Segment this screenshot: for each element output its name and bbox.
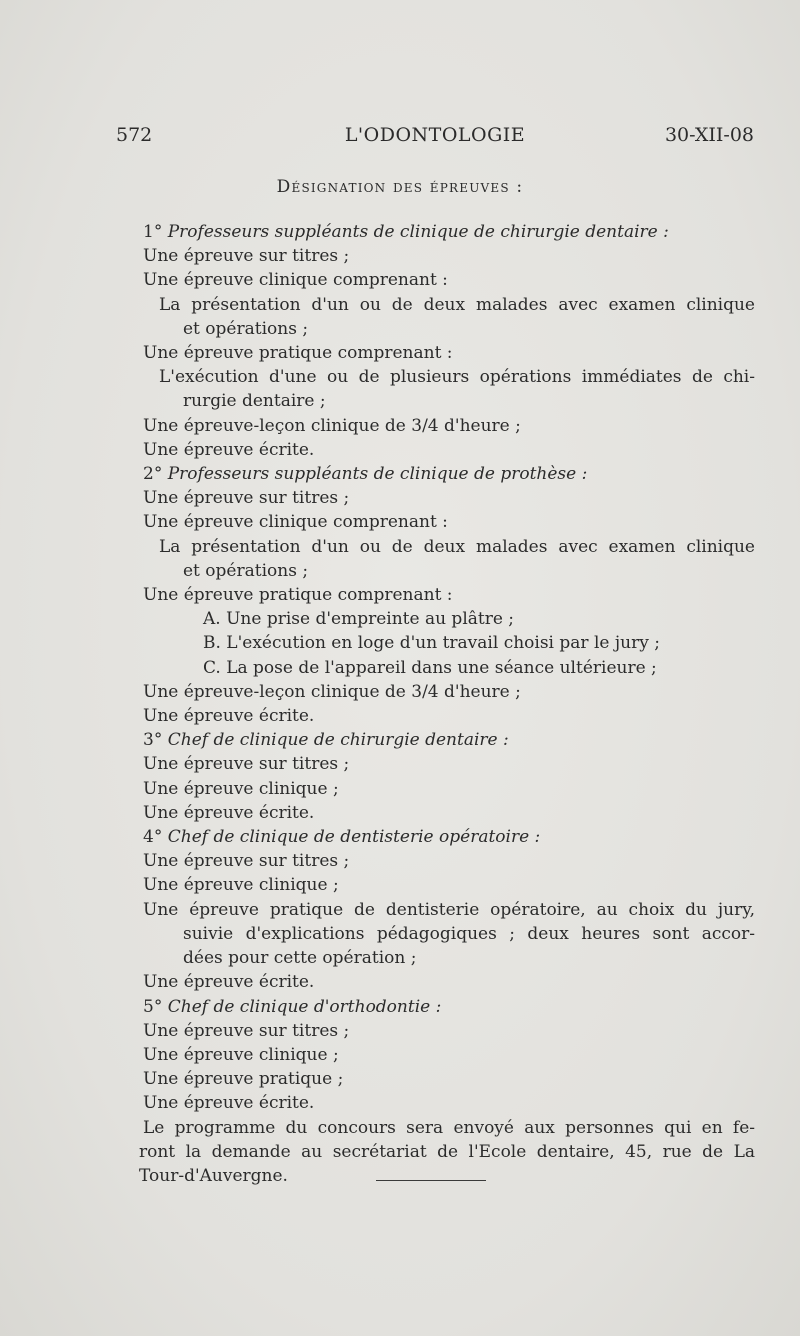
text-line: Une épreuve écrite. xyxy=(143,439,315,460)
text-line: C. La pose de l'appareil dans une séance ultérieure ; xyxy=(203,657,657,678)
text-line: Une épreuve écrite. xyxy=(143,972,315,993)
text-line: Une épreuve écrite. xyxy=(143,706,315,727)
article-body xyxy=(139,220,755,1188)
section-heading xyxy=(143,220,755,244)
text-line: B. L'exécution en loge d'un travail choisi par le jury ; xyxy=(203,633,660,654)
text-line: Une épreuve sur titres ; xyxy=(143,246,350,267)
section-heading xyxy=(143,825,755,849)
text-line: et opérations ; xyxy=(183,560,309,581)
text-line: Une épreuve sur titres ; xyxy=(143,1020,350,1041)
text-line: Une épreuve pratique comprenant : xyxy=(143,585,453,606)
running-header xyxy=(116,124,754,154)
text-line: Une épreuve sur titres ; xyxy=(143,488,350,509)
section-heading xyxy=(143,462,755,486)
text-line: Une épreuve clinique comprenant : xyxy=(143,270,448,291)
issue-date: 30-XII-08 xyxy=(664,124,754,146)
text-line: A. Une prise d'empreinte au plâtre ; xyxy=(203,609,515,630)
heading-number: 1° xyxy=(143,222,163,242)
text-line: ront la demande au secrétariat de l'Ecole dentaire, 45, rue de La xyxy=(139,1141,755,1162)
text-line: Une épreuve écrite. xyxy=(143,802,315,823)
text-line: Une épreuve clinique ; xyxy=(143,875,339,896)
text-line: Une épreuve sur titres ; xyxy=(143,851,350,872)
heading-number: 5° xyxy=(143,996,163,1017)
text-line: Une épreuve pratique comprenant : xyxy=(143,343,453,364)
heading-text: Chef de clinique d'orthodontie : xyxy=(167,996,442,1017)
text-line: Tour-d'Auvergne. xyxy=(139,1165,288,1186)
section-heading xyxy=(143,728,755,752)
text-line: suivie d'explications pédagogiques ; deux heures sont accor- xyxy=(183,923,755,944)
section-title: Désignation des épreuves : xyxy=(276,177,524,197)
heading-number: 3° xyxy=(143,730,163,751)
text-line: Une épreuve-leçon clinique de 3/4 d'heure ; xyxy=(143,415,521,436)
section-heading xyxy=(143,995,755,1019)
text-line: dées pour cette opération ; xyxy=(183,948,417,969)
journal-title: L'ODONTOLOGIE xyxy=(344,124,526,146)
text-line: L'exécution d'une ou de plusieurs opérations immédiates de chi- xyxy=(159,367,755,388)
page-number: 572 xyxy=(116,124,153,146)
text-line: Une épreuve clinique comprenant : xyxy=(143,512,448,533)
heading-number: 2° xyxy=(143,464,163,485)
text-line: Une épreuve sur titres ; xyxy=(143,754,350,775)
text-line: La présentation d'un ou de deux malades avec examen clinique xyxy=(159,536,755,557)
heading-text: Chef de clinique de chirurgie dentaire : xyxy=(167,730,509,751)
text-line: Une épreuve-leçon clinique de 3/4 d'heure ; xyxy=(143,681,521,702)
text-line: rurgie dentaire ; xyxy=(183,391,326,412)
text-line: La présentation d'un ou de deux malades avec examen clinique xyxy=(159,294,755,315)
heading-text: Professeurs suppléants de clinique de prothèse : xyxy=(167,464,588,485)
text-line: Le programme du concours sera envoyé aux personnes qui en fe- xyxy=(143,1117,755,1138)
heading-text: Chef de clinique de dentisterie opératoire : xyxy=(167,827,541,848)
text-line: Une épreuve clinique ; xyxy=(143,1044,339,1065)
text-line: Une épreuve pratique ; xyxy=(143,1069,344,1090)
end-rule xyxy=(376,1180,486,1181)
heading-number: 4° xyxy=(143,827,163,848)
text-line: Une épreuve clinique ; xyxy=(143,778,339,799)
text-line: Une épreuve écrite. xyxy=(143,1093,315,1114)
text-line: Une épreuve pratique de dentisterie opératoire, au choix du jury, xyxy=(143,899,755,920)
text-line: et opérations ; xyxy=(183,318,309,339)
heading-text: Professeurs suppléants de clinique de chirurgie dentaire : xyxy=(167,222,669,242)
